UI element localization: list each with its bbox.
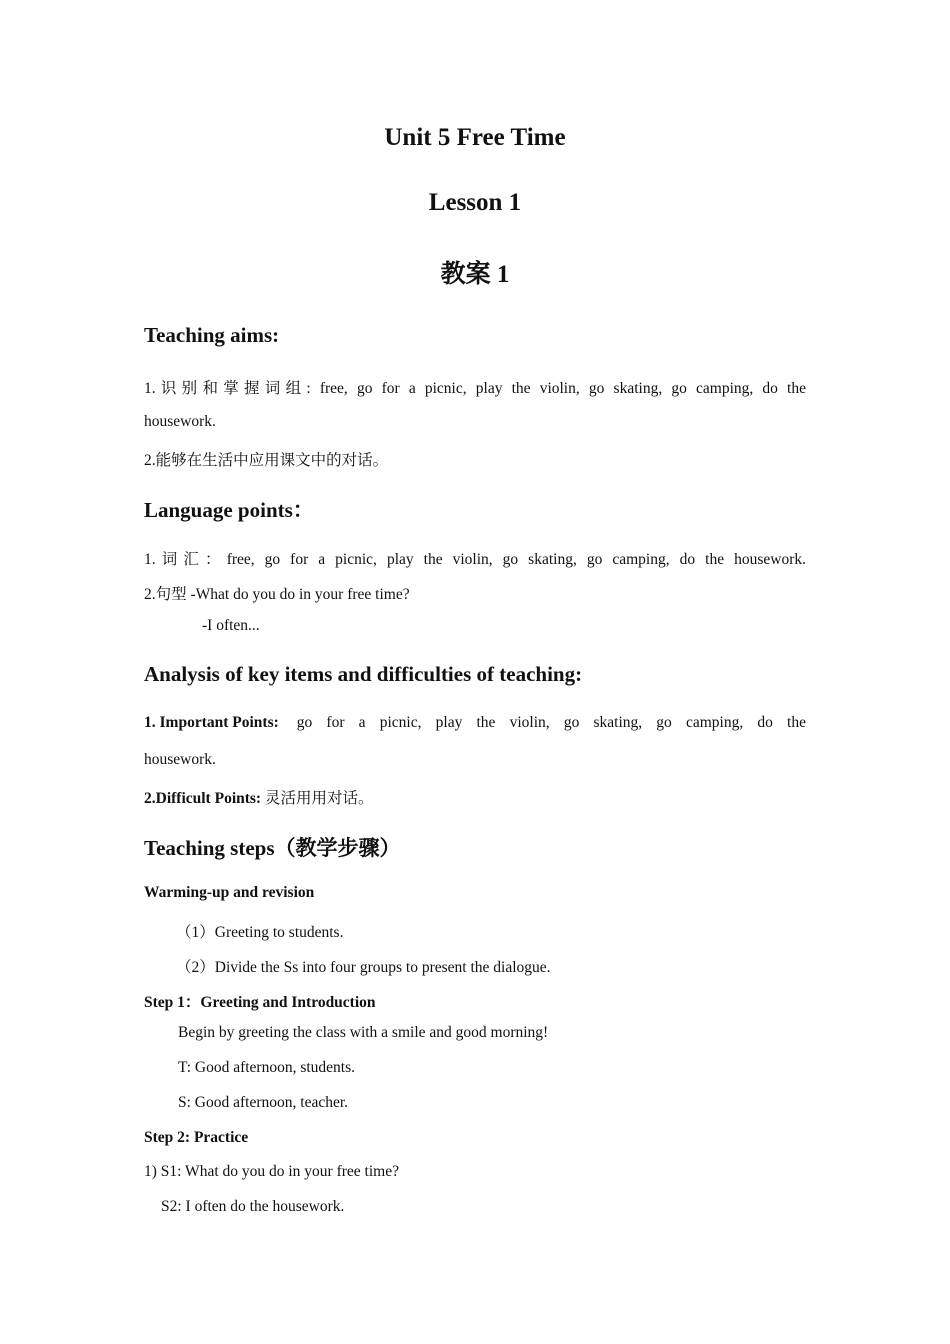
important-points-continued: housework. [144,751,216,768]
language-points-heading: Language points： [144,498,314,522]
lesson-title: Lesson 1 [428,189,522,216]
difficult-points-line [144,786,374,808]
lesson-plan-title: 教案 1 [440,261,510,288]
step1-title: Step 1：Greeting and Introduction [144,994,376,1011]
language-item-1: 1.词汇：free, go for a picnic, play the violin, go skating, go camping, do the housework. [144,551,806,568]
aims-item-1-continued: housework. [144,413,216,430]
important-points-line [144,714,806,732]
teaching-aims-heading: Teaching aims: [144,323,280,347]
difficult-points-text: 灵活用用对话。 [264,790,374,807]
warmup-title: Warming-up and revision [144,884,315,901]
difficult-points-label: 2.Difficult Points: [144,790,262,807]
analysis-heading: Analysis of key items and difficulties of teaching: [144,662,583,686]
aims-item-1: 1.识别和掌握词组: free, go for a picnic, play the violin, go skating, go camping, do the [144,380,806,397]
warmup-item-2: （2）Divide the Ss into four groups to present the dialogue. [176,959,551,976]
important-points-text: go for a picnic, play the violin, go skating, go camping, do the [296,714,806,731]
unit-title: Unit 5 Free Time [384,124,566,151]
important-points-label: 1. Important Points: [144,714,279,731]
aims-item-2: 2.能够在生活中应用课文中的对话。 [144,452,389,469]
warmup-item-1: （1）Greeting to students. [176,924,344,941]
step2-title: Step 2: Practice [144,1129,249,1146]
step1-line-2: T: Good afternoon, students. [178,1059,356,1076]
language-item-2: 2.句型 -What do you do in your free time? [144,586,410,603]
step1-line-3: S: Good afternoon, teacher. [178,1094,349,1111]
step2-line-2: S2: I often do the housework. [161,1198,345,1215]
language-item-2-continued: -I often... [202,617,260,634]
step1-line-1: Begin by greeting the class with a smile and good morning! [178,1024,549,1041]
step2-line-1: 1) S1: What do you do in your free time? [144,1163,399,1180]
teaching-steps-heading: Teaching steps（教学步骤） [144,836,401,860]
